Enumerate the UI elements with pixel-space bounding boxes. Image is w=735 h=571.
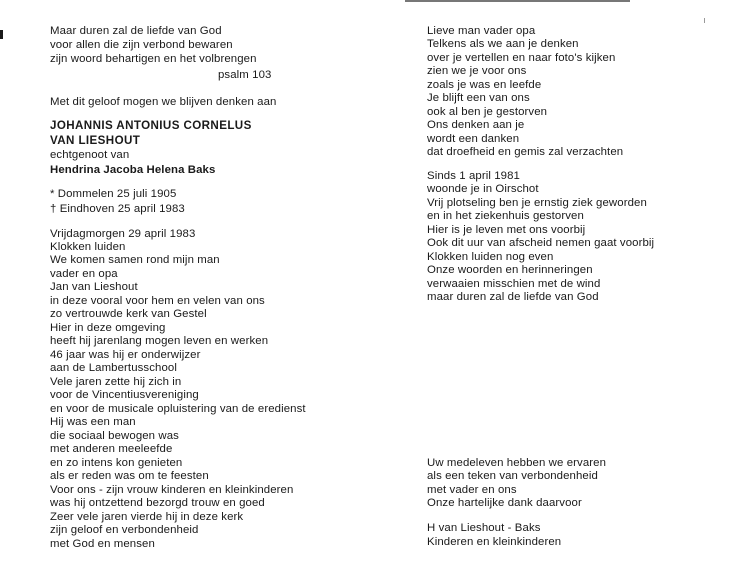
- signature-line: Kinderen en kleinkinderen: [427, 536, 562, 548]
- poem-line: als er reden was om te feesten: [50, 470, 209, 482]
- stanza2-line: en in het ziekenhuis gestorven: [427, 210, 584, 222]
- thanks-line: Uw medeleven hebben we ervaren: [427, 457, 607, 469]
- poem-line: Vele jaren zette hij zich in: [50, 376, 182, 388]
- stanza2-line: Klokken luiden nog even: [427, 251, 554, 263]
- poem-line: Zeer vele jaren vierde hij in deze kerk: [50, 511, 244, 523]
- poem-line: Hij was een man: [50, 416, 136, 428]
- stanza1-line: dat droefheid en gemis zal verzachten: [427, 146, 624, 158]
- stanza2-line: verwaaien misschien met de wind: [427, 278, 601, 290]
- stanza2-line: Onze woorden en herinneringen: [427, 264, 593, 276]
- stanza2-line: Ook dit uur van afscheid nemen gaat voorbij: [427, 237, 655, 249]
- thanks-line: met vader en ons: [427, 484, 517, 496]
- birth-line: * Dommelen 25 juli 1905: [50, 188, 177, 200]
- scan-dot-right: [704, 18, 705, 23]
- stanza1-line: ook al ben je gestorven: [427, 106, 548, 118]
- stanza1-line: over je vertellen en naar foto's kijken: [427, 52, 616, 64]
- scan-edge-mark-top: [405, 0, 630, 2]
- stanza1-line: Lieve man vader opa: [427, 25, 536, 37]
- stanza1-line: zoals je was en leefde: [427, 79, 542, 91]
- poem-line: voor de Vincentiusvereniging: [50, 389, 199, 401]
- scan-edge-mark-left: [0, 30, 3, 39]
- deceased-name-line2: VAN LIESHOUT: [50, 134, 141, 147]
- poem-line: zijn geloof en verbondenheid: [50, 524, 199, 536]
- poem-line: die sociaal bewogen was: [50, 430, 179, 442]
- verse-line: zijn woord behartigen en het volbrengen: [50, 53, 257, 65]
- thanks-line: Onze hartelijke dank daarvoor: [427, 497, 582, 509]
- deceased-name-line1: JOHANNIS ANTONIUS CORNELUS: [50, 119, 252, 132]
- poem-line: Klokken luiden: [50, 241, 126, 253]
- stanza2-line: maar duren zal de liefde van God: [427, 291, 599, 303]
- spouse-name: Hendrina Jacoba Helena Baks: [50, 164, 216, 176]
- stanza1-line: zien we je voor ons: [427, 65, 527, 77]
- poem-line: Vrijdagmorgen 29 april 1983: [50, 228, 196, 240]
- spouse-label: echtgenoot van: [50, 149, 130, 161]
- verse-line: Maar duren zal de liefde van God: [50, 25, 222, 37]
- death-line: † Eindhoven 25 april 1983: [50, 203, 185, 215]
- poem-line: en zo intens kon genieten: [50, 457, 183, 469]
- stanza1-line: wordt een danken: [427, 133, 520, 145]
- poem-line: 46 jaar was hij er onderwijzer: [50, 349, 201, 361]
- poem-line: zo vertrouwde kerk van Gestel: [50, 308, 207, 320]
- intro-line: Met dit geloof mogen we blijven denken aan: [50, 96, 277, 108]
- poem-line: Jan van Lieshout: [50, 281, 138, 293]
- poem-line: in deze vooral voor hem en velen van ons: [50, 295, 265, 307]
- poem-line: Hier in deze omgeving: [50, 322, 166, 334]
- signature-line: H van Lieshout - Baks: [427, 522, 541, 534]
- stanza2-line: Sinds 1 april 1981: [427, 170, 520, 182]
- poem-line: met anderen meeleefde: [50, 443, 173, 455]
- verse-reference: psalm 103: [218, 69, 272, 81]
- stanza2-line: woonde je in Oirschot: [427, 183, 539, 195]
- poem-line: vader en opa: [50, 268, 118, 280]
- thanks-line: als een teken van verbondenheid: [427, 470, 598, 482]
- poem-line: We komen samen rond mijn man: [50, 254, 220, 266]
- poem-line: met God en mensen: [50, 538, 155, 550]
- poem-line: was hij ontzettend bezorgd trouw en goed: [50, 497, 265, 509]
- stanza1-line: Je blijft een van ons: [427, 92, 530, 104]
- poem-line: aan de Lambertusschool: [50, 362, 177, 374]
- poem-line: en voor de musicale opluistering van de eredienst: [50, 403, 306, 415]
- poem-line: heeft hij jarenlang mogen leven en werken: [50, 335, 269, 347]
- verse-line: voor allen die zijn verbond bewaren: [50, 39, 233, 51]
- poem-line: Voor ons - zijn vrouw kinderen en kleinkinderen: [50, 484, 294, 496]
- stanza2-line: Vrij plotseling ben je ernstig ziek geworden: [427, 197, 647, 209]
- stanza1-line: Telkens als we aan je denken: [427, 38, 579, 50]
- stanza1-line: Ons denken aan je: [427, 119, 525, 131]
- stanza2-line: Hier is je leven met ons voorbij: [427, 224, 586, 236]
